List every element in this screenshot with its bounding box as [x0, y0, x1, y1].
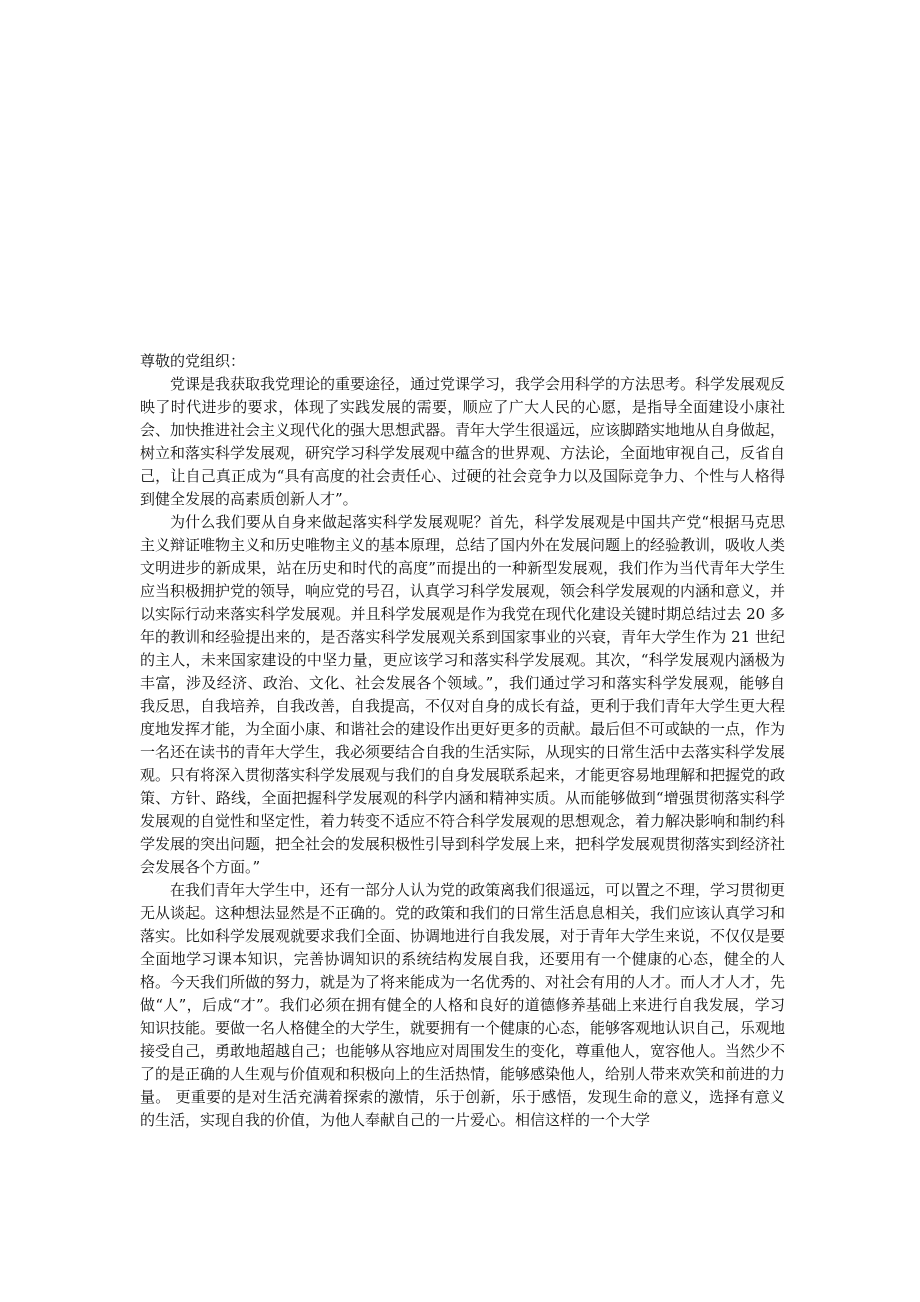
salutation: 尊敬的党组织：: [140, 352, 246, 370]
paragraph-3: 在我们青年大学生中，还有一部分人认为党的政策离我们很遥远，可以置之不理，学习贯彻更无从谈起。这种想法显然是不正确的。党的政策和我们的日常生活息息相关，我们应该认真学习和落实。比如科学发展观就要求我们全面、协调地进行自我发展，对于青年大学生来说，不仅仅是要全面地学习课本知识，完善协调知识的系统结构发展自我，还要用有一个健康的心态，健全的人格。今天我们所做的努力，就是为了将来能成为一名优秀的、对社会有用的人才。而人才人才，先做“人”，后成“才”。我们必须在拥有健全的人格和良好的道德修养基础上来进行自我发展，学习知识技能。要做一名人格健全的大学生，就要拥有一个健康的心态，能够客观地认识自己，乐观地接受自己，勇敢地超越自己；也能够从容地应对周围发生的变化，尊重他人，宽容他人。当然少不了的是正确的人生观与价值观和积极向上的生活热情，能够感染他人，给别人带来欢笑和前进的力量。 更重要的是对生活充满着探索的激情，乐于创新，乐于感悟，发现生命的意义，选择有意义的生活，实现自我的价值，为他人奉献自己的一片爱心。相信这样的一个大学: [140, 881, 786, 1129]
paragraph-1: 党课是我获取我党理论的重要途径，通过党课学习，我学会用科学的方法思考。科学发展观反映了时代进步的要求，体现了实践发展的需要，顺应了广大人民的心愿，是指导全面建设小康社会、加快推进社会主义现代化的强大思想武器。青年大学生很遥远，应该脚踏实地地从自身做起，树立和落实科学发展观，研究学习科学发展观中蕴含的世界观、方法论，全面地审视自己，反省自己，让自己真正成为“具有高度的社会责任心、过硬的社会竞争力以及国际竞争力、个性与人格得到健全发展的高素质创新人才”。: [140, 375, 786, 508]
letter-body: [140, 350, 785, 1132]
paragraph-2: 为什么我们要从自身来做起落实科学发展观呢？首先，科学发展观是中国共产党“根据马克思主义辩证唯物主义和历史唯物主义的基本原理，总结了国内外在发展问题上的经验教训，吸收人类文明进步的新成果，站在历史和时代的高度”而提出的一种新型发展观，我们作为当代青年大学生应当积极拥护党的领导，响应党的号召，认真学习科学发展观，领会科学发展观的内涵和意义，并以实际行动来落实科学发展观。并且科学发展观是作为我党在现代化建设关键时期总结过去 20 多年的教训和经验提出来的，是否落实科学发展观关系到国家事业的兴衰，青年大学生作为 21 世纪的主人，未来国家建设的中坚力量，更应该学习和落实科学发展观。其次，“科学发展观内涵极为丰富，涉及经济、政治、文化、社会发展各个领域。”，我们通过学习和落实科学发展观，能够自我反思，自我培养，自我改善，自我提高，不仅对自身的成长有益，更利于我们青年大学生更大程度地发挥才能，为全面小康、和谐社会的建设作出更好更多的贡献。最后但不可或缺的一点，作为一名还在读书的青年大学生，我必须要结合自我的生活实际，从现实的日常生活中去落实科学发展观。只有将深入贯彻落实科学发展观与我们的自身发展联系起来，才能更容易地理解和把握党的政策、方针、路线，全面把握科学发展观的科学内涵和精神实质。从而能够做到“增强贯彻落实科学发展观的自觉性和坚定性，着力转变不适应不符合科学发展观的思想观念，着力解决影响和制约科学发展的突出问题，把全社会的发展积极性引导到科学发展上来，把科学发展观贯彻落实到经济社会发展各个方面。”: [140, 513, 786, 876]
